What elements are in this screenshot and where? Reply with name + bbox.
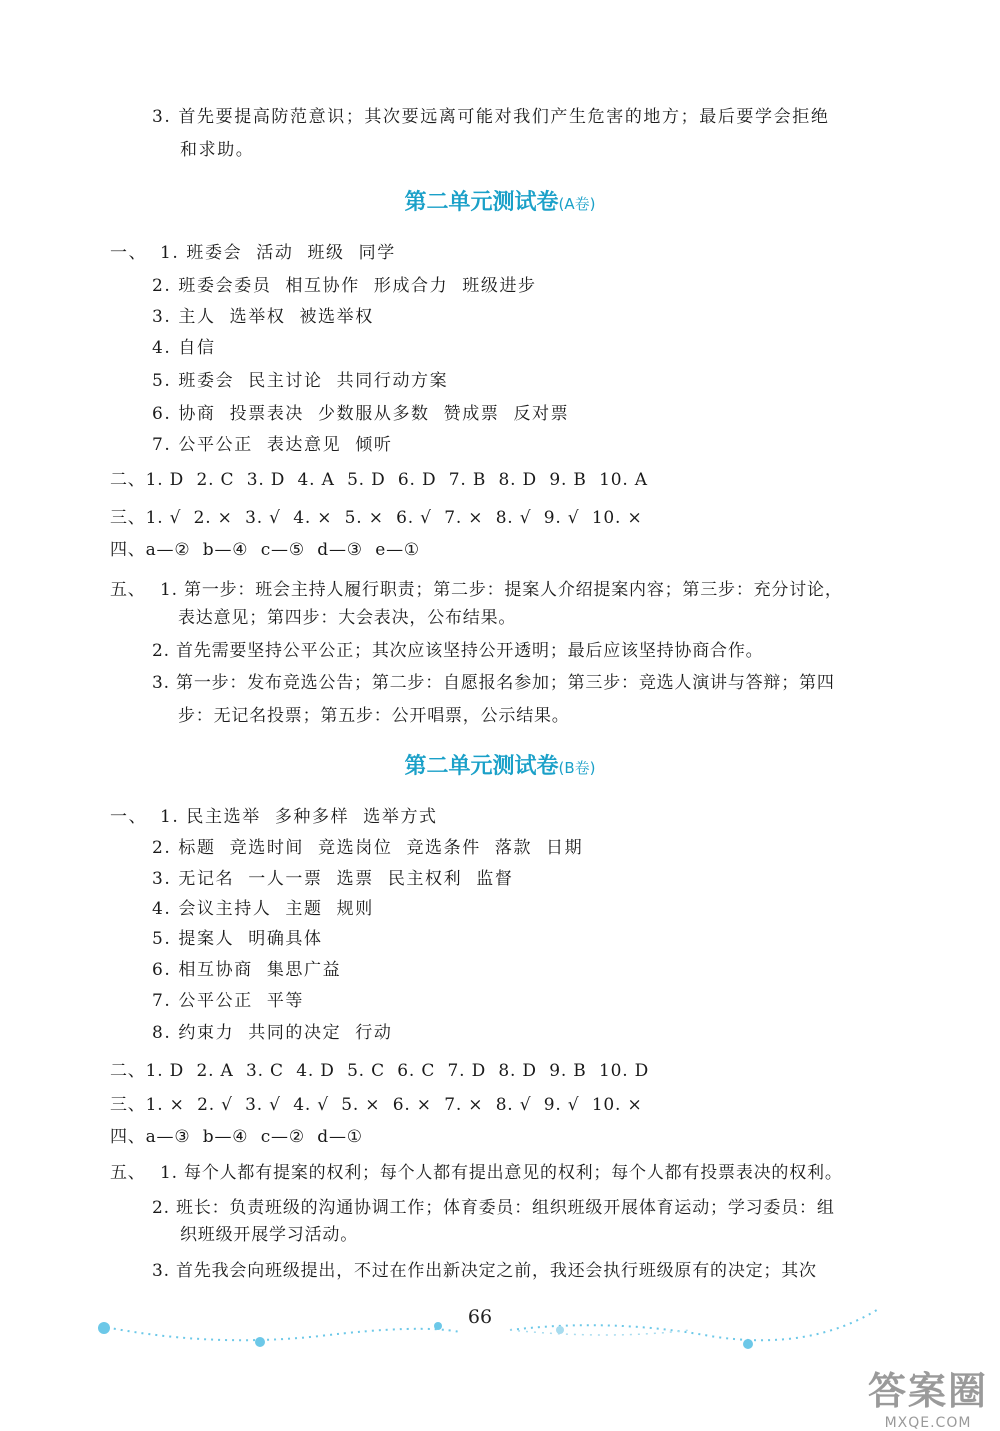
test-b-s3: 三、1. × 2. √ 3. √ 4. √ 5. × 6. × 7. × 8. √ 9. √ 10. × [110,1095,643,1115]
test-a-s1-item: 7. 公平公正 表达意见 倾听 [152,435,393,455]
test-a-s5-item: 表达意见；第四步：大会表决，公布结果。 [178,608,517,628]
test-a-title: 第二单元测试卷 [404,190,559,215]
test-b-s1-item: 3. 无记名 一人一票 选票 民主权利 监督 [152,869,514,889]
answer-text: 1. 班委会 活动 班级 同学 [160,243,396,263]
test-b-s5-item [110,1160,843,1186]
test-b-subtitle: (B卷) [558,759,596,777]
watermark-logo: 答案圈 [867,1369,988,1413]
test-a-s1-item: 4. 自信 [152,338,216,358]
section-mark: 五、 [110,1163,146,1183]
answer-text: 1. 民主选举 多种多样 选举方式 [160,807,438,827]
test-b-s5-item: 织班级开展学习活动。 [180,1225,358,1245]
test-b-s1-item: 5. 提案人 明确具体 [152,929,323,949]
test-b-s1-item: 8. 约束力 共同的决定 行动 [152,1023,393,1043]
test-a-s4: 四、a—② b—④ c—⑤ d—③ e—① [110,540,420,560]
test-b-s1-item [110,804,438,830]
watermark-url: MXQE.COM [884,1415,972,1431]
test-a-s1-item: 2. 班委会委员 相互协作 形成合力 班级进步 [152,276,537,296]
answer-text: 1. 第一步：班会主持人履行职责；第二步：提案人介绍提案内容；第三步：充分讨论， [160,580,843,600]
test-a-s5-item: 2. 首先需要坚持公平公正；其次应该坚持公开透明；最后应该坚持协商合作。 [152,641,764,661]
section-mark: 一、 [110,807,148,827]
test-b-s4: 四、a—③ b—④ c—② d—① [110,1127,363,1147]
decor-dot [98,1322,110,1334]
test-b-s1-item: 7. 公平公正 平等 [152,991,305,1011]
test-a-heading [0,188,1000,219]
test-b-title: 第二单元测试卷 [404,754,559,779]
section-mark: 五、 [110,580,146,600]
answer-text: 1. 每个人都有提案的权利；每个人都有提出意见的权利；每个人都有投票表决的权利。 [160,1163,843,1183]
test-a-s5-item: 3. 第一步：发布竞选公告；第二步：自愿报名参加；第三步：竞选人演讲与答辩；第四 [152,673,835,693]
decor-dot [743,1339,753,1349]
section-mark: 一、 [110,243,148,263]
decor-dot [434,1322,442,1330]
test-a-subtitle: (A卷) [558,195,596,213]
watermark [868,1360,988,1431]
test-b-s1-item: 4. 会议主持人 主题 规则 [152,899,374,919]
test-a-s3: 三、1. √ 2. × 3. √ 4. × 5. × 6. √ 7. × 8. √ 9. √ 10. × [110,508,643,528]
test-a-s1-item: 6. 协商 投票表决 少数服从多数 赞成票 反对票 [152,404,570,424]
test-a-s1-item: 3. 主人 选举权 被选举权 [152,307,374,327]
test-b-s1-item: 2. 标题 竞选时间 竞选岗位 竞选条件 落款 日期 [152,838,584,858]
decor-dot [556,1326,564,1334]
test-b-heading [0,752,1000,783]
test-a-s5-item: 步：无记名投票；第五步：公开唱票，公示结果。 [178,706,570,726]
test-b-s2: 二、1. D 2. A 3. C 4. D 5. C 6. C 7. D 8. D 9. B 10. D [110,1061,650,1081]
intro-line-1: 3. 首先要提高防范意识；其次要远离可能对我们产生危害的地方；最后要学会拒绝 [152,107,830,127]
test-b-s5-item: 3. 首先我会向班级提出，不过在作出新决定之前，我还会执行班级原有的决定；其次 [152,1261,817,1281]
decor-dot [255,1337,265,1347]
intro-line-2: 和求助。 [180,140,255,160]
page-number: 66 [467,1306,493,1328]
test-a-s1-item: 5. 班委会 民主讨论 共同行动方案 [152,371,449,391]
test-a-s5-item [110,577,843,603]
test-b-s5-item: 2. 班长：负责班级的沟通协调工作；体育委员：组织班级开展体育运动；学习委员：组 [152,1198,835,1218]
test-a-s1-item [110,240,396,266]
test-a-s2: 二、1. D 2. C 3. D 4. A 5. D 6. D 7. B 8. D 9. B 10. A [110,470,648,490]
test-b-s1-item: 6. 相互协商 集思广益 [152,960,342,980]
